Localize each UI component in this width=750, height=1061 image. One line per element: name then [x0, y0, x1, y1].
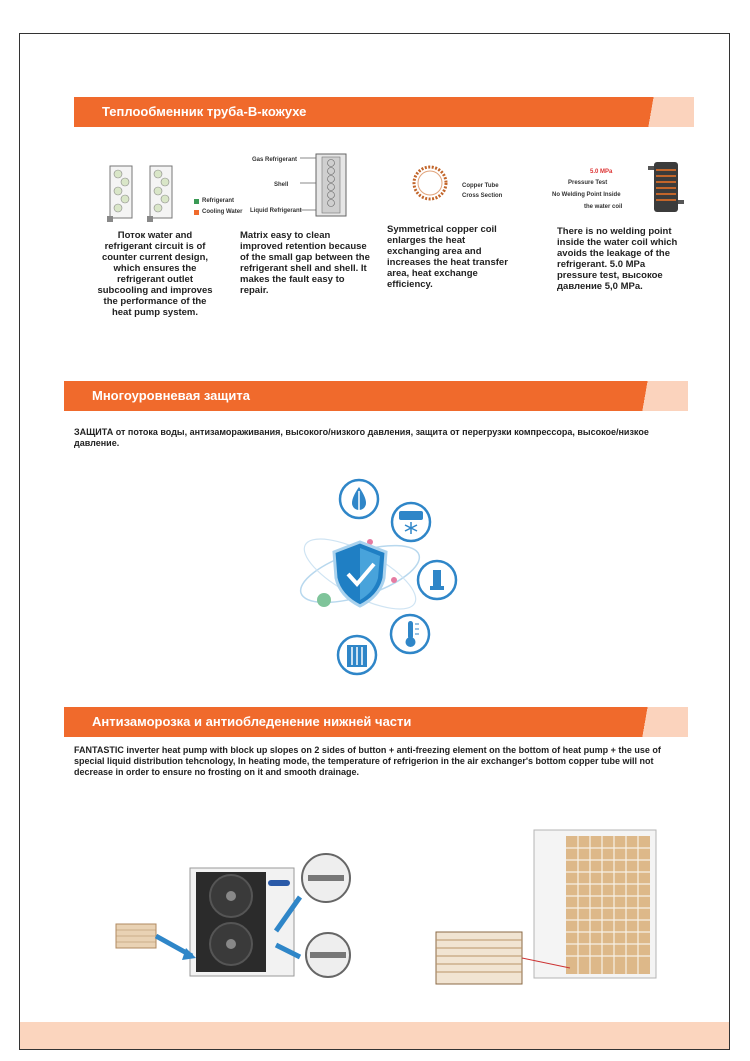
shell-diagram [300, 154, 360, 218]
label-cross-section: Cross Section [462, 193, 503, 199]
legend-swatch-orange [194, 210, 199, 215]
label-shell: Shell [274, 182, 289, 188]
label-gas-refrigerant: Gas Refrigerant [252, 157, 298, 163]
section-banner-protection [64, 381, 688, 411]
grille-panel-illustration [430, 828, 670, 988]
section-title: Теплообменник труба-В-кожухе [102, 104, 307, 119]
label-copper-tube: Copper Tube [462, 183, 499, 189]
copper-coil-diagram [408, 164, 458, 204]
legend-label: Refrigerant [202, 198, 235, 204]
section-banner-heat-exchanger [74, 97, 694, 127]
label-no-welding: No Welding Point Inside [552, 192, 621, 198]
tube-bundle-diagram [110, 164, 180, 224]
label-water-coil: the water coil [584, 204, 623, 210]
callout-arrows [270, 895, 310, 965]
feature-caption-1: Поток water and refrigerant circuit is of counter current design, which ensures the refrigerant outlet subcooling and improves the performance of the heat pump system. [97, 230, 213, 318]
label-liquid-refrigerant: Liquid Refrigerant [250, 208, 302, 214]
section-title: Антизаморозка и антиобледенение нижней части [92, 714, 412, 729]
snowflake-icon[interactable] [389, 500, 433, 544]
banner-tail [634, 97, 694, 127]
water-coil-diagram [650, 160, 686, 216]
section-banner-antifreeze [64, 707, 688, 737]
banner-tail [628, 707, 688, 737]
banner-tail [628, 381, 688, 411]
drop-icon[interactable] [337, 477, 381, 521]
antifreeze-text: FANTASTIC inverter heat pump with block up slopes on 2 sides of button + anti-freezing element on the bottom of heat pump + the use of special liquid distribution tehcnology, In heating mode, the temperature of refrigerion in the air exchanger's bottom copper tube will not decrease in order to ensure no frosting on it and smooth drainage. [74, 745, 661, 777]
pressure-icon[interactable] [335, 633, 379, 677]
thermometer-low-icon[interactable] [415, 558, 459, 602]
feature-caption-3: Symmetrical copper coil enlarges the heat exchanging area and increases the heat transfer area, heat exchange efficiency. [387, 224, 508, 290]
legend-label: Cooling Water [202, 209, 243, 215]
label-mpa: 5.0 MPa [590, 169, 613, 175]
shield-icon [330, 540, 390, 608]
section-title: Многоуровневая защита [92, 388, 250, 403]
feature-caption-4: There is no welding point inside the water coil which avoids the leakage of the refrigerant. 5.0 MPa pressure test, высокое давление 5,0 MPa. [557, 226, 678, 292]
label-pressure-test: Pressure Test [568, 180, 608, 186]
protection-text: ЗАЩИТА от потока воды, антизамораживания, высокого/низкого давления, защита от перегрузки компрессора, высокое/низкое давление. [74, 427, 649, 448]
feature-caption-2: Matrix easy to clean improved retention because of the small gap between the refrigerant shell and shell. It makes the fault easy to repair. [240, 230, 370, 296]
legend-swatch-green [194, 199, 199, 204]
bottom-band [20, 1022, 729, 1049]
thermometer-icon[interactable] [388, 612, 432, 656]
